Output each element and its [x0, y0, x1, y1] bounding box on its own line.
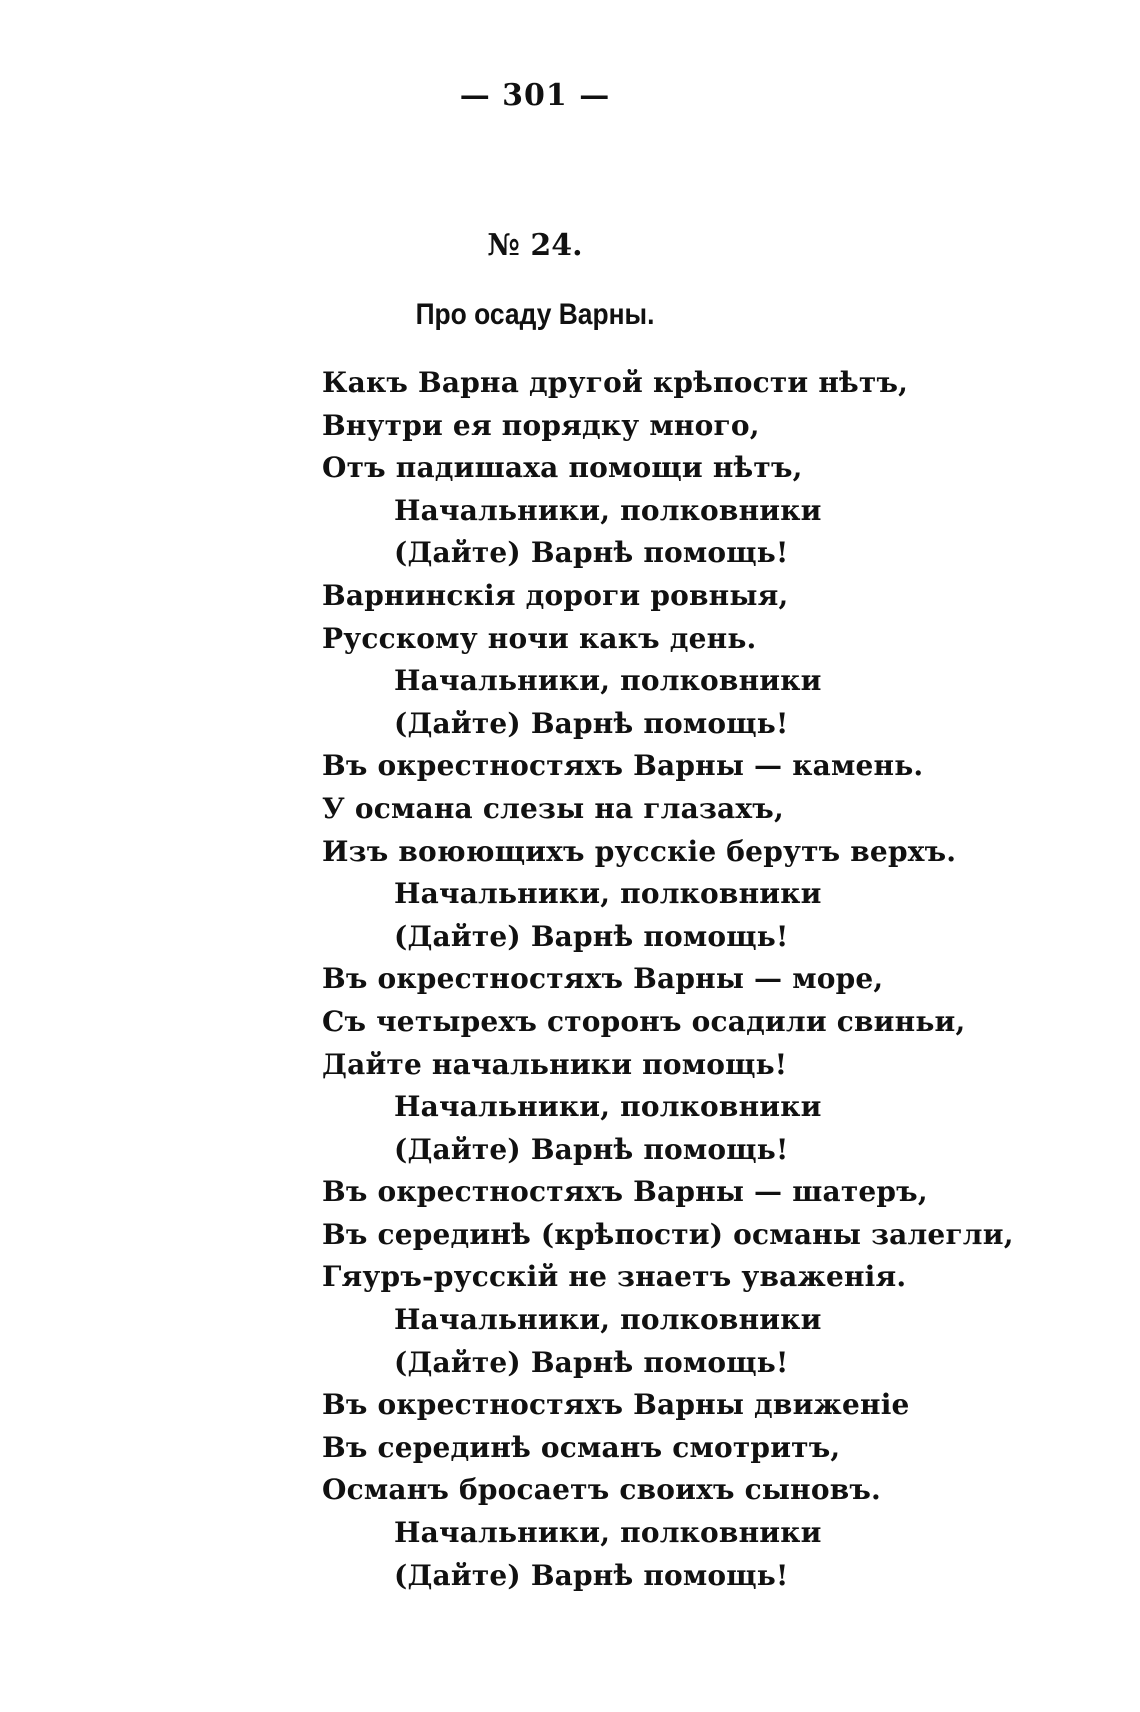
- refrain-line: Начальники, полковники: [394, 877, 822, 911]
- refrain-line: Начальники, полковники: [394, 1516, 822, 1550]
- refrain-line: Начальники, полковники: [394, 1303, 822, 1337]
- refrain-line: (Дайте) Варнѣ помощь!: [394, 706, 789, 740]
- refrain-line: (Дайте) Варнѣ помощь!: [394, 1345, 789, 1379]
- refrain-line: Начальники, полковники: [394, 1090, 822, 1124]
- verse-line: Варнинскія дороги ровныя,: [322, 578, 789, 612]
- refrain-line: (Дайте) Варнѣ помощь!: [394, 536, 789, 570]
- verse-line: Дайте начальники помощь!: [322, 1047, 788, 1081]
- verse-line: Въ серединѣ османъ смотритъ,: [322, 1430, 841, 1464]
- verse-line: Какъ Варна другой крѣпости нѣтъ,: [322, 366, 909, 399]
- verse-line: Съ четырехъ сторонъ осадили свиньи,: [322, 1004, 966, 1038]
- verse-line: Русскому ночи какъ день.: [322, 621, 757, 655]
- verse-line: У османа слезы на глазахъ,: [322, 791, 784, 825]
- page-number: — 301 —: [459, 78, 611, 113]
- verse-line: Османъ бросаетъ своихъ сыновъ.: [322, 1473, 881, 1507]
- verse-line: Внутри ея порядку много,: [322, 408, 760, 442]
- verse-line: Въ окрестностяхъ Варны — шатеръ,: [322, 1175, 928, 1209]
- verse-line: Въ окрестностяхъ Варны — море,: [322, 962, 884, 996]
- verse-line: Изъ воюющихъ русскіе берутъ верхъ.: [322, 834, 957, 868]
- poem-title: Про осаду Варны.: [415, 298, 655, 331]
- verse-line: Отъ падишаха помощи нѣтъ,: [322, 451, 803, 485]
- refrain-line: (Дайте) Варнѣ помощь!: [394, 919, 789, 953]
- refrain-line: (Дайте) Варнѣ помощь!: [394, 1558, 789, 1592]
- verse-line: Въ серединѣ (крѣпости) османы залегли,: [322, 1217, 1014, 1251]
- verse-line: Въ окрестностяхъ Варны — камень.: [322, 749, 924, 783]
- poem-verse: [322, 362, 1082, 1597]
- refrain-line: (Дайте) Варнѣ помощь!: [394, 1132, 789, 1166]
- refrain-line: Начальники, полковники: [394, 664, 822, 698]
- verse-line: Въ окрестностяхъ Варны движеніе: [322, 1388, 910, 1422]
- verse-line: Гяуръ-русскій не знаетъ уваженія.: [322, 1260, 907, 1294]
- refrain-line: Начальники, полковники: [394, 493, 822, 527]
- poem-number: № 24.: [487, 228, 583, 263]
